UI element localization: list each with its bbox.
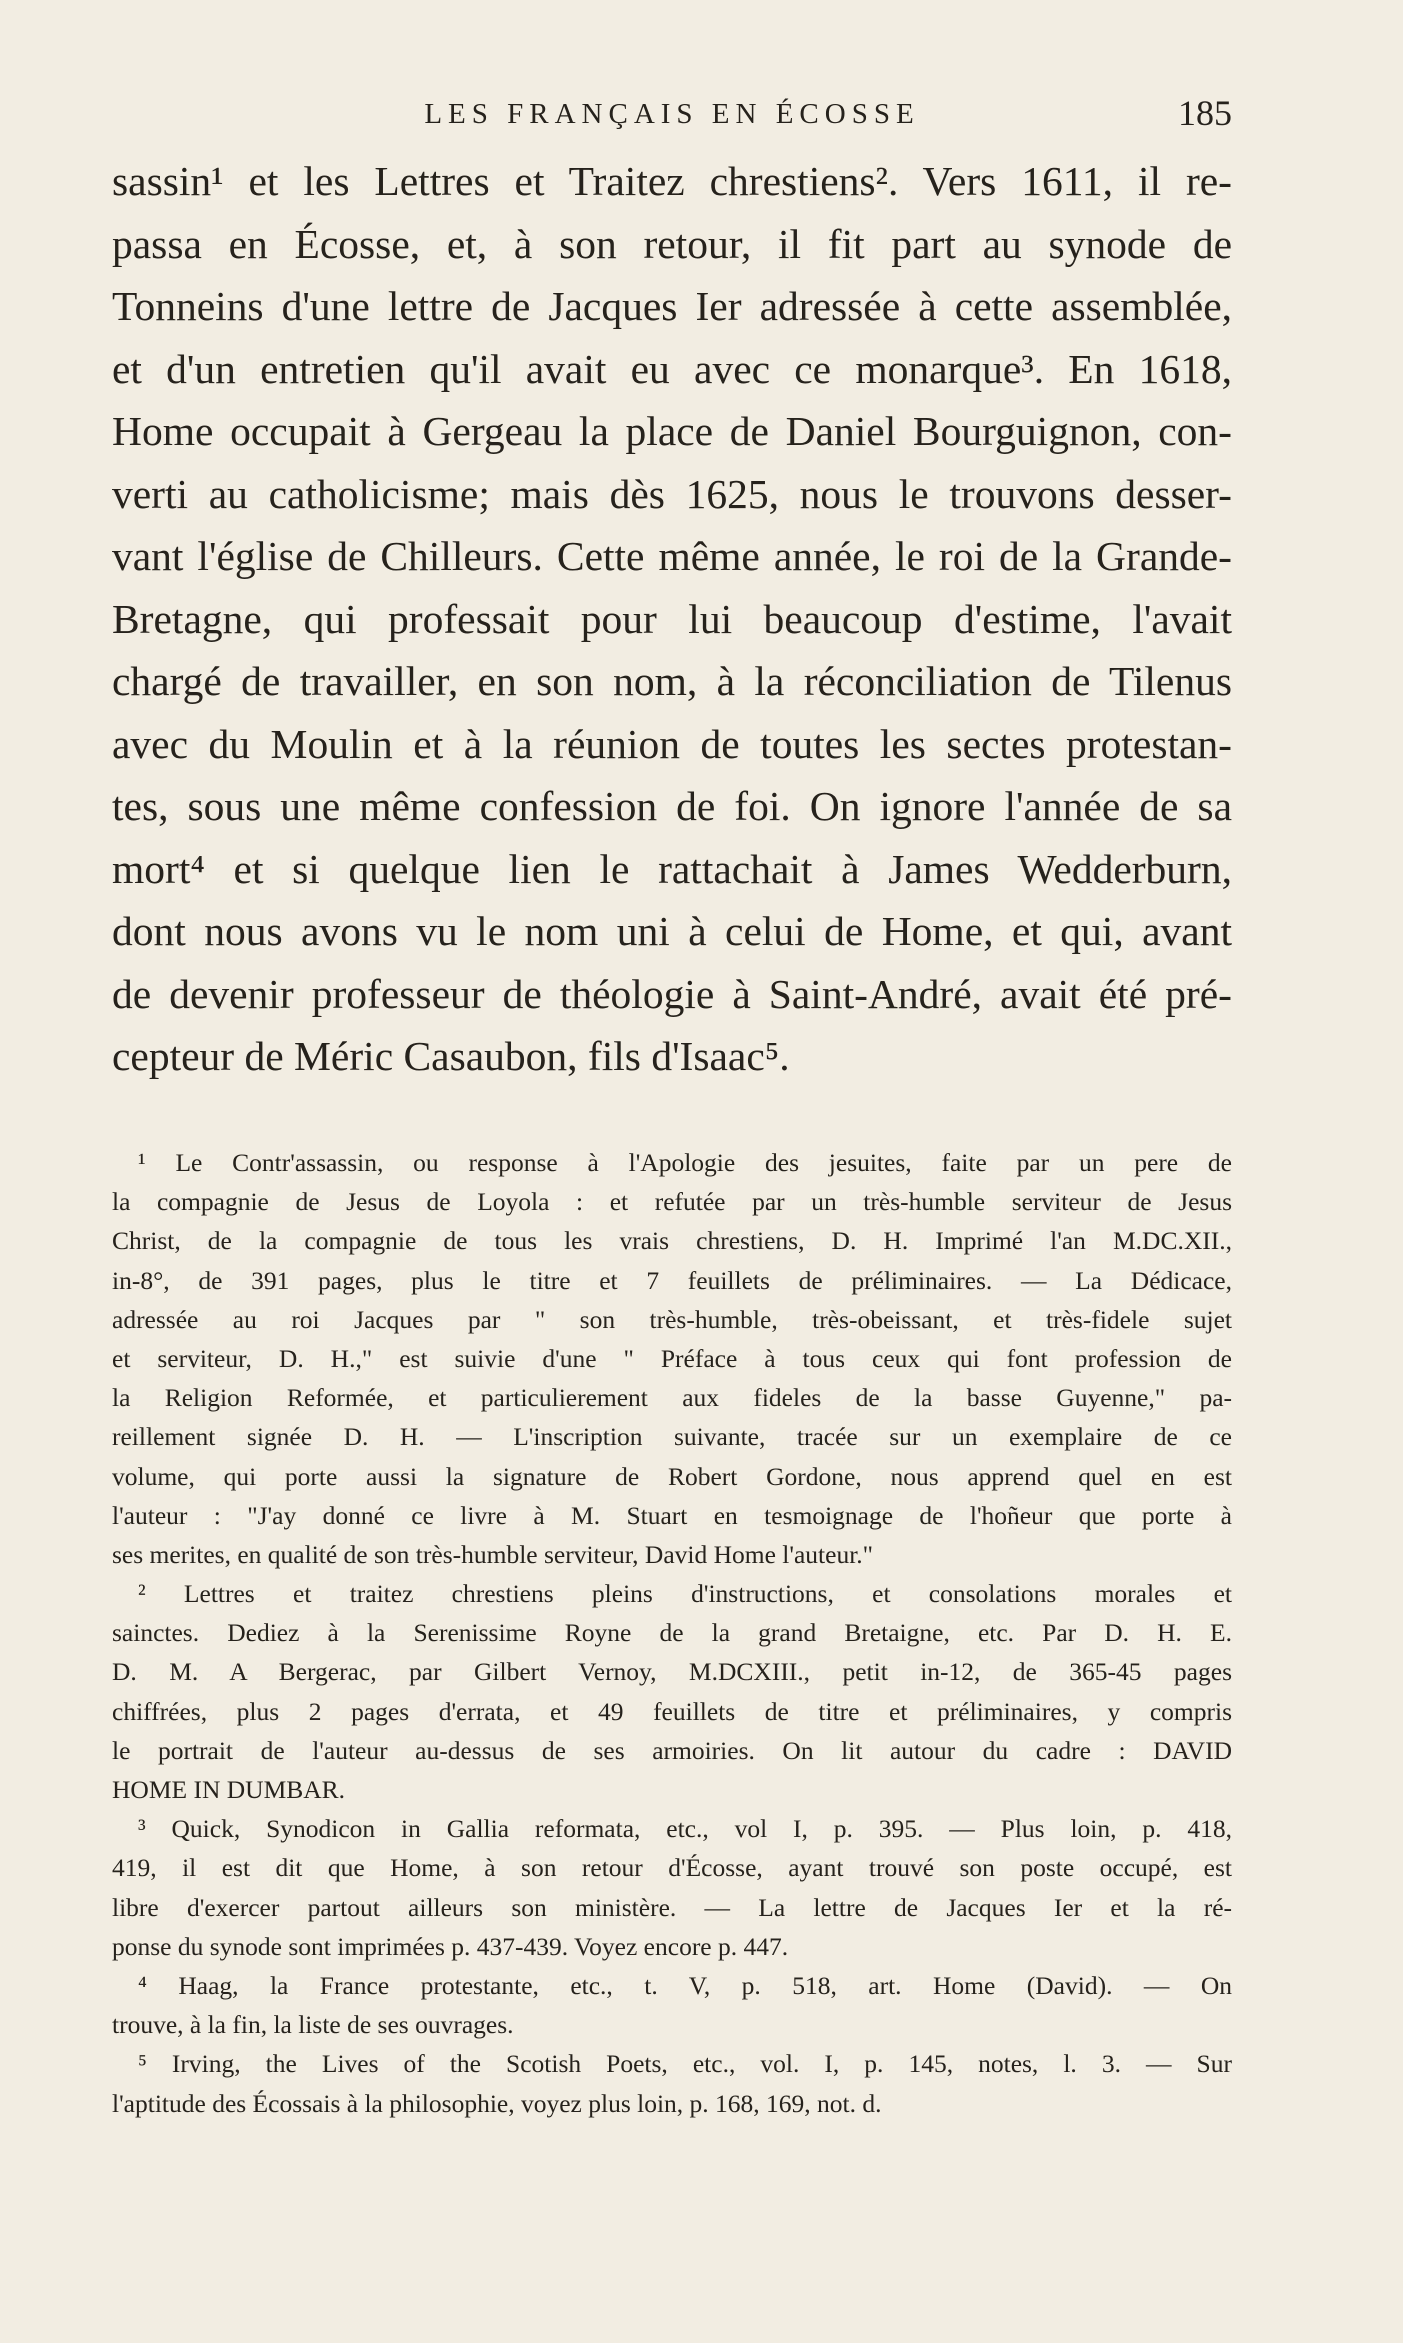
body-line: verti au catholicisme; mais dès 1625, nous le trouvons desser- (112, 470, 1232, 517)
footnotes (112, 1143, 1232, 2123)
footnote-line: chiffrées, plus 2 pages d'errata, et 49 feuillets de titre et préliminaires, y compris (112, 1696, 1232, 1726)
body-line: passa en Écosse, et, à son retour, il fit part au synode de (112, 220, 1232, 267)
footnote-line: ¹ Le Contr'assassin, ou response à l'Apologie des jesuites, faite par un pere de (138, 1148, 1232, 1177)
body-line: Tonneins d'une lettre de Jacques Ier adressée à cette assemblée, (112, 283, 1232, 329)
body-line: tes, sous une même confession de foi. On ignore l'année de sa (112, 783, 1232, 829)
footnote-line: et serviteur, D. H.," est suivie d'une " Préface à tous ceux qui font profession de (112, 1343, 1232, 1373)
body-line: dont nous avons vu le nom uni à celui de Home, et qui, avant (112, 908, 1232, 954)
footnote-line: la compagnie de Jesus de Loyola : et refutée par un très-humble serviteur de Jesus (112, 1187, 1232, 1217)
footnote-line: ² Lettres et traitez chrestiens pleins d'instructions, et consolations morales et (138, 1579, 1232, 1609)
footnote-line: ⁴ Haag, la France protestante, etc., t. V, p. 518, art. Home (David). — On (138, 1970, 1232, 2000)
footnote-line: Christ, de la compagnie de tous les vrais chrestiens, D. H. Imprimé l'an M.DC.XII., (112, 1226, 1232, 1256)
body-line: mort⁴ et si quelque lien le rattachait à James Wedderburn, (112, 845, 1232, 892)
main-text (112, 150, 1232, 1088)
body-line: de devenir professeur de théologie à Saint-André, avait été pré- (112, 970, 1232, 1017)
footnote-line: adressée au roi Jacques par " son très-humble, très-obeissant, et très-fidele sujet (112, 1304, 1232, 1334)
running-title: LES FRANÇAIS EN ÉCOSSE (424, 98, 920, 130)
footnote-line: le portrait de l'auteur au-dessus de ses armoiries. On lit autour du cadre : DAVID (112, 1735, 1232, 1765)
body-line: Bretagne, qui professait pour lui beaucoup d'estime, l'avait (112, 595, 1232, 642)
footnote-line: HOME IN DUMBAR. (112, 1775, 346, 1804)
footnote-line: l'auteur : "J'ay donné ce livre à M. Stuart en tesmoignage de l'hoñeur que porte à (112, 1500, 1232, 1530)
footnote-line: in-8°, de 391 pages, plus le titre et 7 feuillets de préliminaires. — La Dédicace, (112, 1265, 1232, 1295)
footnote-line: volume, qui porte aussi la signature de Robert Gordone, nous apprend quel en est (112, 1461, 1232, 1491)
footnote-line: trouve, à la fin, la liste de ses ouvrages. (112, 2010, 514, 2040)
footnote-line: l'aptitude des Écossais à la philosophie, voyez plus loin, p. 168, 169, not. d. (112, 2088, 882, 2118)
footnote-line: la Religion Reformée, et particulierement aux fideles de la basse Guyenne," pa- (112, 1383, 1232, 1413)
footnote-line: ponse du synode sont imprimées p. 437-439. Voyez encore p. 447. (112, 1931, 789, 1961)
footnote-line: ⁵ Irving, the Lives of the Scotish Poets, etc., vol. I, p. 145, notes, l. 3. — Sur (138, 2049, 1232, 2079)
body-line: sassin¹ et les Lettres et Traitez chrestiens². Vers 1611, il re- (112, 158, 1232, 204)
footnote-line: 419, il est dit que Home, à son retour d'Écosse, ayant trouvé son poste occupé, est (112, 1853, 1232, 1883)
body-line: avec du Moulin et à la réunion de toutes les sectes protestan- (112, 720, 1232, 767)
page-number: 185 (1178, 93, 1232, 133)
footnote-line: sainctes. Dediez à la Serenissime Royne de la grand Bretaigne, etc. Par D. H. E. (112, 1618, 1232, 1648)
body-line: vant l'église de Chilleurs. Cette même année, le roi de la Grande- (112, 533, 1232, 579)
body-line: chargé de travailler, en son nom, à la réconciliation de Tilenus (112, 658, 1232, 704)
footnote-line: libre d'exercer partout ailleurs son ministère. — La lettre de Jacques Ier et la ré- (112, 1892, 1232, 1922)
footnote-line: reillement signée D. H. — L'inscription suivante, tracée sur un exemplaire de ce (112, 1422, 1232, 1452)
body-line: Home occupait à Gergeau la place de Daniel Bourguignon, con- (112, 408, 1232, 454)
footnote-line: ³ Quick, Synodicon in Gallia reformata, etc., vol I, p. 395. — Plus loin, p. 418, (138, 1814, 1232, 1844)
footnote-line: ses merites, en qualité de son très-humble serviteur, David Home l'auteur." (112, 1539, 874, 1569)
body-line: et d'un entretien qu'il avait eu avec ce monarque³. En 1618, (112, 345, 1232, 392)
page-header (112, 92, 1232, 142)
footnote-line: D. M. A Bergerac, par Gilbert Vernoy, M.DCXIII., petit in-12, de 365-45 pages (112, 1657, 1232, 1687)
body-line: cepteur de Méric Casaubon, fils d'Isaac⁵. (112, 1033, 790, 1079)
